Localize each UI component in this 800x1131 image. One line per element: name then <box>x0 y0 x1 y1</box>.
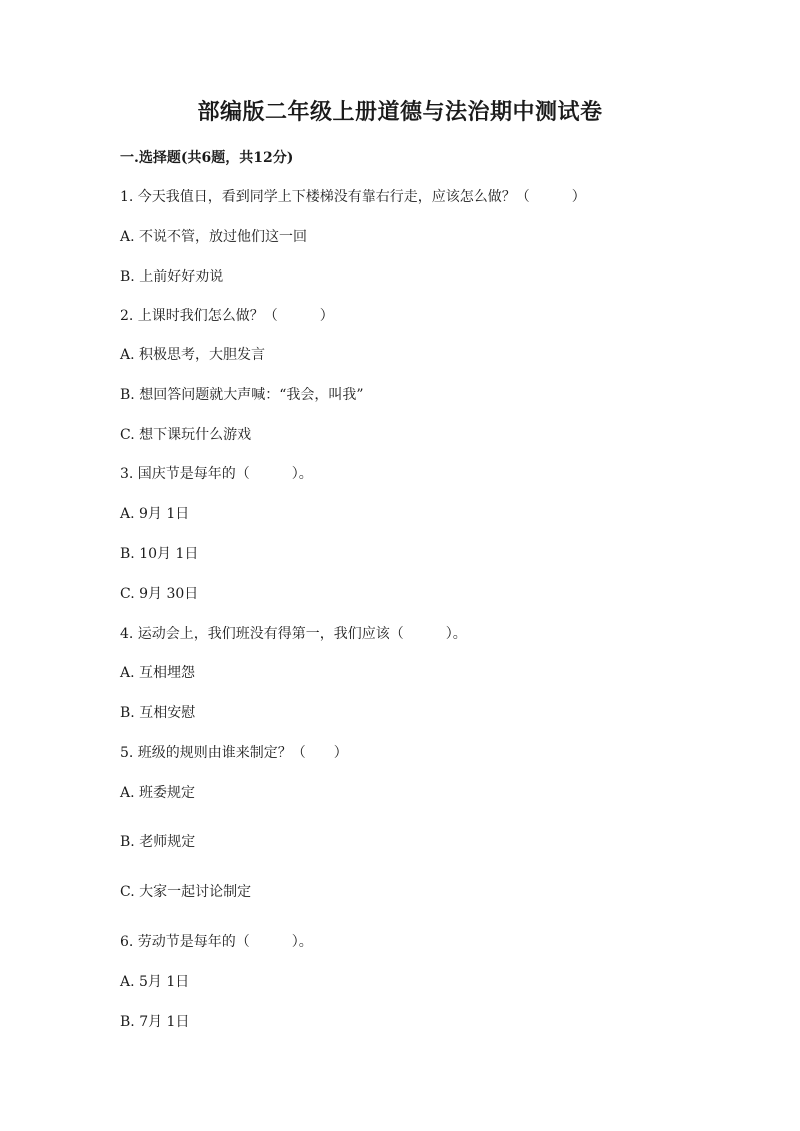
question-2-option-b: B. 想回答问题就大声喊：“我会，叫我” <box>120 387 364 403</box>
question-6-option-a: A. 5月 1日 <box>120 974 190 990</box>
question-5-option-a: A. 班委规定 <box>120 785 196 801</box>
question-3-option-a: A. 9月 1日 <box>120 506 190 522</box>
question-4-option-b: B. 互相安慰 <box>120 705 196 721</box>
question-5-stem: 5. 班级的规则由谁来制定？（ ） <box>120 745 348 761</box>
question-5-option-c: C. 大家一起讨论制定 <box>120 884 252 900</box>
question-3-option-b: B. 10月 1日 <box>120 546 199 562</box>
question-3-option-c: C. 9月 30日 <box>120 586 199 602</box>
question-1-option-b: B. 上前好好劝说 <box>120 269 224 285</box>
question-2-option-c: C. 想下课玩什么游戏 <box>120 427 252 443</box>
question-2-option-a: A. 积极思考，大胆发言 <box>120 347 266 363</box>
question-1-option-a: A. 不说不管，放过他们这一回 <box>120 229 308 245</box>
question-2-stem: 2. 上课时我们怎么做？（ ） <box>120 308 334 324</box>
question-3-stem: 3. 国庆节是每年的（ ）。 <box>120 466 313 482</box>
question-4-option-a: A. 互相埋怨 <box>120 665 196 681</box>
question-5-option-b: B. 老师规定 <box>120 834 196 850</box>
document-title: 部编版二年级上册道德与法治期中测试卷 <box>197 99 603 125</box>
section-heading: 一.选择题(共6题，共12分) <box>120 150 294 166</box>
question-6-option-b: B. 7月 1日 <box>120 1014 190 1030</box>
question-6-stem: 6. 劳动节是每年的（ ）。 <box>120 934 313 950</box>
question-4-stem: 4. 运动会上，我们班没有得第一，我们应该（ ）。 <box>120 626 467 642</box>
question-1-stem: 1. 今天我值日，看到同学上下楼梯没有靠右行走，应该怎么做？（ ） <box>120 189 586 205</box>
